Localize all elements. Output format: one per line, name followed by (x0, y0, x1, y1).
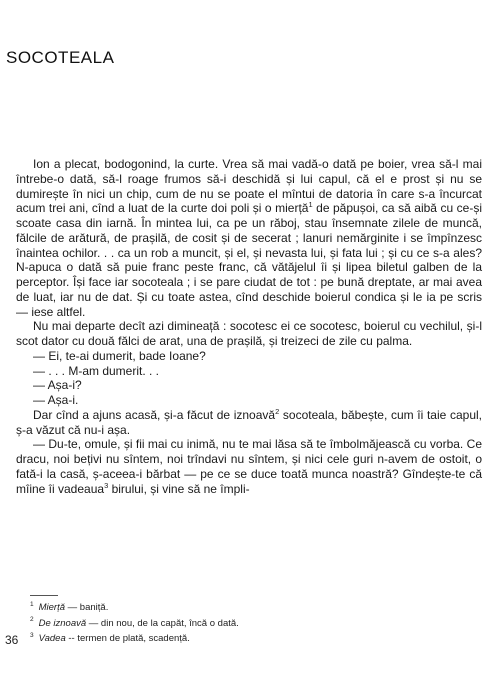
paragraph-text: — . . . M-am dumerit. . . (33, 363, 160, 378)
footnote-reference: 3 (104, 480, 109, 490)
paragraph-text: birului, și vine să ne împli- (108, 481, 250, 496)
paragraph (16, 364, 482, 379)
footnote-reference: 2 (275, 406, 280, 416)
footnote-definition: — din nou, de la capăt, încă o dată. (86, 617, 239, 629)
page-number: 36 (5, 633, 19, 647)
body-text (16, 157, 482, 496)
footnote (30, 616, 470, 632)
paragraph-text: — Du-te, omule, și fii mai cu inimă, nu te mai lăsa să te îmbolmăjească cu vorba. Ce dracu, noi bețivi nu sîntem, noi trîndavi nu sîntem, și nici cele guri n-avem de ostoit, o fată-i la casă, ș-aceea-i bărbat — pe ce se duce toată munca noastră? Gîndește-te că mîine îi vadeaua (16, 437, 482, 496)
footnote-term: Vadea (38, 633, 66, 644)
paragraph-text: — Așa-i. (33, 393, 79, 407)
paragraph-text: Dar cînd a ajuns acasă, și-a făcut de iznoavă (33, 407, 276, 422)
footnote-divider (30, 595, 58, 596)
paragraph (16, 319, 482, 349)
footnote-term: Mierță (38, 602, 66, 613)
paragraph-text: — Ei, te-ai dumerit, bade Ioane? (33, 348, 206, 363)
paragraph (16, 408, 482, 438)
footnote-definition: — baniță. (65, 602, 109, 613)
paragraph (16, 378, 482, 393)
footnote (30, 631, 470, 647)
paragraph-text: Ion a plecat, bodogonind, la curte. Vrea să mai vadă-o dată pe boier, vrea să-l mai întrebe-o dată, să-l roage frumos să-i deschidă și lui capul, că el e prost și nu se dumirește în nici un chip, cum de nu se poate el mîntui de datoria în care s-a încurcat acum trei ani, cînd a luat de la curte doi poli și o mierță (16, 157, 482, 216)
footnote-number: 2 (30, 616, 34, 624)
footnote-definition: -- termen de plată, scadență. (65, 633, 190, 644)
paragraph-text: — Așa-i? (33, 378, 82, 393)
footnotes (30, 600, 470, 647)
footnote-reference: 1 (308, 200, 313, 210)
paragraph-text: de păpușoi, ca să aibă cu ce-și scoate casa din iarnă. În mintea lui, ca pe un răboj, stau însemnate zilele de muncă, fălcile de arătură, de prașilă, de cosit și de secerat ; lanuri nemărginite i se împînzesc înaintea ochilor. . . ca un rob a muncit, și el, și nevasta lui, și fata lui ; și cu ce s-a ales? N-apuca o dată să puie franc peste franc, că vătăjelul îi și lipea biletul galben de la perceptor. Își face iar socoteala ; i se pare ciudat de tot : pe bună dreptate, ar mai avea de luat, iar nu de dat. Și cu toate astea, cînd deschide boierul condica și le ia pe scris — iese altfel. (16, 201, 482, 319)
footnote-number: 3 (30, 631, 34, 639)
footnote-term: De iznoavă (38, 617, 87, 629)
paragraph (16, 437, 482, 496)
paragraph (16, 157, 482, 319)
paragraph-text: Nu mai departe decît azi dimineață : socotesc ei ce socotesc, boierul cu vechilul, și-l scot dator cu două fălci de arat, una de prașilă, și treizeci de zile cu palma. (16, 319, 482, 348)
paragraph-text: socoteala, băbește, cum îi taie capul, ș-a văzut că nu-i așa. (16, 407, 482, 437)
paragraph (16, 393, 482, 408)
footnote (30, 600, 470, 616)
page-title: SOCOTEALA (6, 48, 115, 67)
paragraph (16, 349, 482, 364)
footnote-number: 1 (30, 600, 34, 608)
